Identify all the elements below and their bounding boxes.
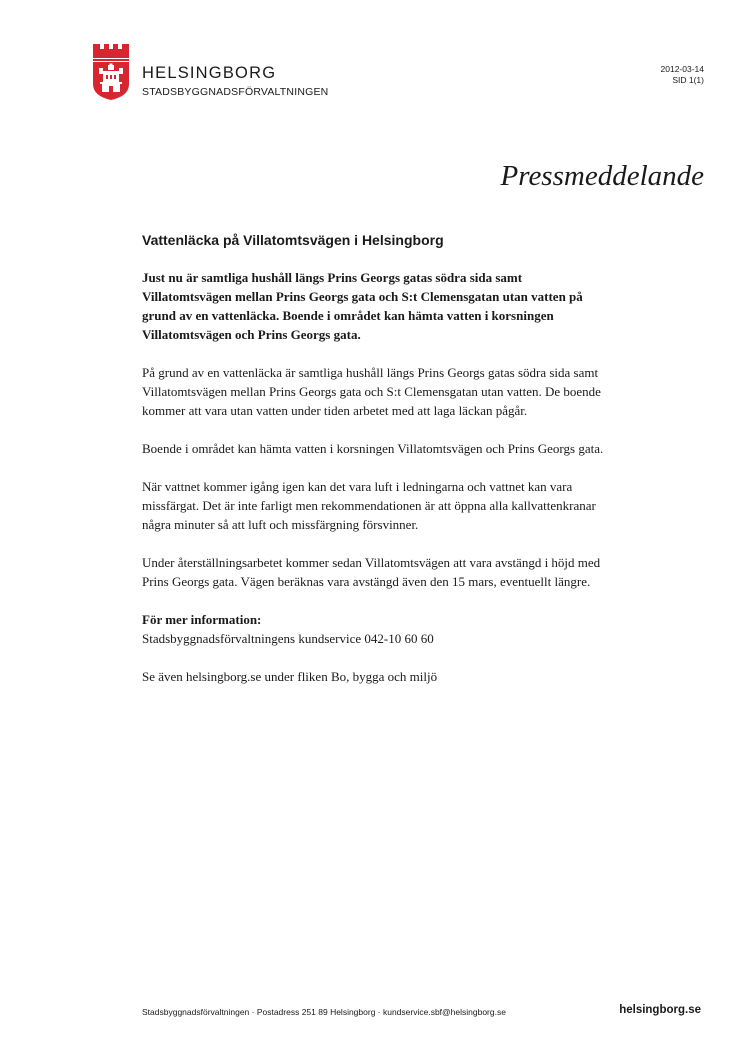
see-also-text: Se även helsingborg.se under fliken Bo, bygga och miljö bbox=[142, 669, 438, 684]
helsingborg-coat-of-arms-icon bbox=[93, 44, 129, 100]
article-lead: Just nu är samtliga hushåll längs Prins Georgs gatas södra sida samt Villatomtsvägen mellan Prins Georgs gata och S:t Clemensgatan utan vatten på grund av en vattenläcka. Boende i området kan hämta vatten i korsningen Villatomtsvägen och Prins Georgs gata. bbox=[142, 270, 583, 342]
footer-address: Stadsbyggnadsförvaltningen · Postadress 251 89 Helsingborg · kundservice.sbf@helsingborg.se bbox=[142, 1007, 506, 1017]
document-type-title: Pressmeddelande bbox=[500, 160, 704, 192]
document-date: 2012-03-14 bbox=[660, 64, 704, 74]
document-meta bbox=[661, 64, 704, 86]
footer-website: helsingborg.se bbox=[619, 1004, 701, 1016]
article-paragraph-4: Under återställningsarbetet kommer sedan Villatomtsvägen att vara avstängd i höjd med Prins Georgs gata. Vägen beräknas vara avstängd även den 15 mars, eventuellt längre. bbox=[142, 555, 601, 589]
organization-name: HELSINGBORG bbox=[142, 64, 277, 82]
article-body bbox=[142, 232, 612, 705]
article-headline: Vattenläcka på Villatomtsvägen i Helsingborg bbox=[142, 232, 444, 248]
article-paragraph-1: På grund av en vattenläcka är samtliga hushåll längs Prins Georgs gatas södra sida samt Villatomtsvägen mellan Prins Georgs gata och S:t Clemensgatan utan vatten. De boende kommer att vara utan vatten under tiden arbetet med att laga läckan pågår. bbox=[142, 365, 601, 418]
department-name: STADSBYGGNADSFÖRVALTNINGEN bbox=[142, 86, 329, 98]
contact-info bbox=[142, 610, 612, 648]
article-paragraph-2: Boende i området kan hämta vatten i korsningen Villatomtsvägen och Prins Georgs gata. bbox=[142, 441, 604, 456]
article-paragraph-3: När vattnet kommer igång igen kan det vara luft i ledningarna och vattnet kan vara missfärgat. Det är inte farligt men rekommendationen är att öppna alla kallvattenkranar några minuter så att luft och missfärgning försvinner. bbox=[142, 479, 596, 532]
contact-info-text: Stadsbyggnadsförvaltningens kundservice 042-10 60 60 bbox=[142, 631, 434, 646]
contact-info-label: För mer information: bbox=[142, 612, 262, 627]
page-indicator: SID 1(1) bbox=[672, 75, 704, 85]
